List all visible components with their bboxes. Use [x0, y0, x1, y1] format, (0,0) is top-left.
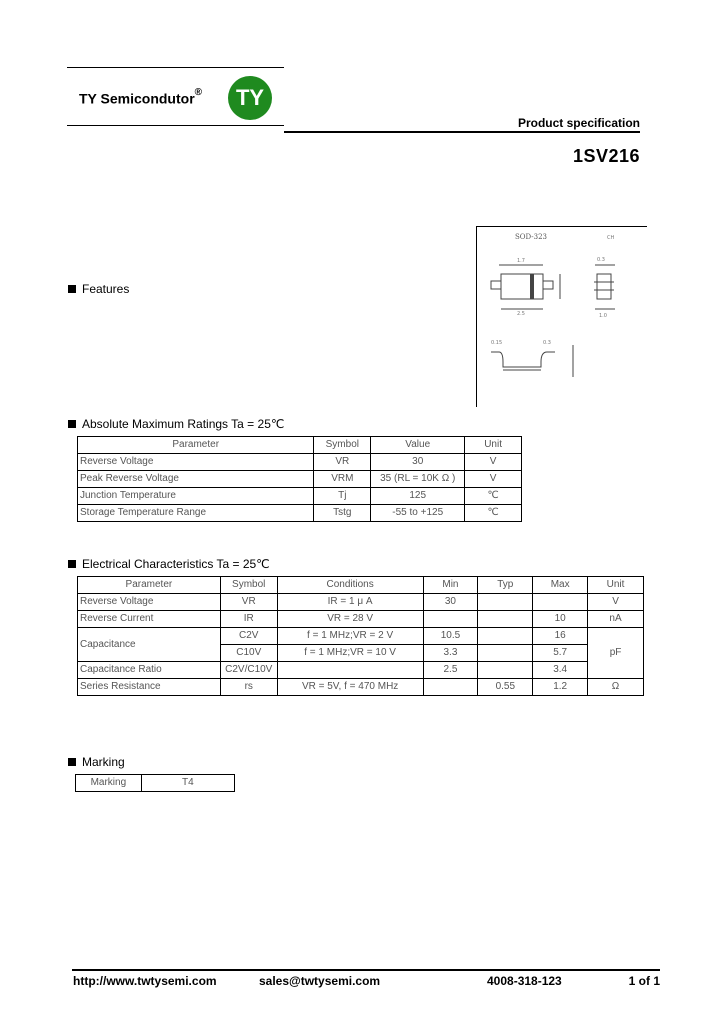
cell-max: 1.2	[533, 679, 588, 696]
svg-text:0.3: 0.3	[597, 257, 605, 263]
cell-max: 3.4	[533, 662, 588, 679]
table-row	[76, 775, 235, 792]
cell-symbol: C10V	[220, 645, 277, 662]
package-outline-graphic	[477, 227, 647, 407]
cell-value: 30	[371, 454, 465, 471]
svg-text:1.0: 1.0	[599, 313, 607, 319]
company-name: TY Semicondutor®	[79, 87, 203, 107]
column-header: Parameter	[78, 437, 314, 454]
table-row	[78, 505, 522, 522]
cell-parameter: Junction Temperature	[78, 488, 314, 505]
table-row	[78, 488, 522, 505]
footer-rule	[72, 969, 660, 971]
cell-conditions: IR = 1 μ A	[277, 594, 423, 611]
cell-parameter: Reverse Voltage	[78, 454, 314, 471]
elec-char-table	[77, 576, 644, 696]
cell-symbol: Tstg	[314, 505, 371, 522]
cell-min	[423, 679, 478, 696]
cell-symbol: IR	[220, 611, 277, 628]
cell-conditions: f = 1 MHz;VR = 10 V	[277, 645, 423, 662]
cell-conditions: f = 1 MHz;VR = 2 V	[277, 628, 423, 645]
table-header-row	[78, 437, 522, 454]
table-row	[78, 611, 644, 628]
svg-text:0.3: 0.3	[543, 340, 551, 346]
cell-parameter: Peak Reverse Voltage	[78, 471, 314, 488]
cell-unit: ℃	[465, 488, 522, 505]
header-top-rule	[67, 67, 284, 68]
column-header: Conditions	[277, 577, 423, 594]
bullet-square-icon	[68, 420, 76, 428]
cell-min: 2.5	[423, 662, 478, 679]
cell-typ	[478, 645, 533, 662]
cell-min: 3.3	[423, 645, 478, 662]
footer-phone: 4008-318-123	[487, 974, 562, 988]
table-row	[78, 662, 644, 679]
cell-unit: V	[588, 594, 644, 611]
features-heading: Features	[68, 282, 129, 296]
cell-min: 30	[423, 594, 478, 611]
header-main-rule	[284, 131, 640, 133]
cell-symbol: VR	[220, 594, 277, 611]
cell-max: 16	[533, 628, 588, 645]
cell-unit: pF	[588, 628, 644, 679]
cell-max	[533, 594, 588, 611]
table-row	[78, 471, 522, 488]
cell-symbol: C2V/C10V	[220, 662, 277, 679]
marking-table	[75, 774, 235, 792]
footer-email-link[interactable]: sales@twtysemi.com	[259, 974, 381, 988]
footer-website-link[interactable]: http://www.twtysemi.com	[73, 974, 217, 988]
table-header-row	[78, 577, 644, 594]
cell-unit: Ω	[588, 679, 644, 696]
part-number: 1SV216	[572, 146, 640, 166]
marking-label: Marking	[76, 775, 142, 792]
column-header: Min	[423, 577, 478, 594]
cell-typ: 0.55	[478, 679, 533, 696]
spec-label: Product specification	[517, 116, 640, 130]
cell-symbol: Tj	[314, 488, 371, 505]
column-header: Typ	[478, 577, 533, 594]
table-row	[78, 628, 644, 645]
cell-conditions	[277, 662, 423, 679]
cell-value: 125	[371, 488, 465, 505]
column-header: Unit	[465, 437, 522, 454]
bullet-square-icon	[68, 758, 76, 766]
cell-parameter: Capacitance	[78, 628, 221, 662]
column-header: Value	[371, 437, 465, 454]
cell-parameter: Series Resistance	[78, 679, 221, 696]
abs-max-table	[77, 436, 522, 522]
table-row	[78, 594, 644, 611]
svg-text:0.15: 0.15	[491, 340, 503, 346]
cell-unit: nA	[588, 611, 644, 628]
cell-typ	[478, 594, 533, 611]
cell-value: 35 (RL = 10K Ω )	[371, 471, 465, 488]
cell-parameter: Capacitance Ratio	[78, 662, 221, 679]
cell-symbol: C2V	[220, 628, 277, 645]
marking-value: T4	[141, 775, 234, 792]
column-header: Symbol	[220, 577, 277, 594]
cell-typ	[478, 662, 533, 679]
cell-conditions: VR = 5V, f = 470 MHz	[277, 679, 423, 696]
cell-symbol: VRM	[314, 471, 371, 488]
elec-char-heading: Electrical Characteristics Ta = 25℃	[68, 557, 270, 571]
cell-unit: ℃	[465, 505, 522, 522]
cell-min: 10.5	[423, 628, 478, 645]
cell-symbol: rs	[220, 679, 277, 696]
abs-max-heading: Absolute Maximum Ratings Ta = 25℃	[68, 417, 284, 431]
table-row	[78, 454, 522, 471]
package-drawing	[476, 226, 647, 407]
column-header: Max	[533, 577, 588, 594]
svg-text:CH: CH	[607, 235, 615, 241]
bullet-square-icon	[68, 285, 76, 293]
cell-min	[423, 611, 478, 628]
header-short-rule	[67, 125, 284, 126]
package-label: SOD-323	[515, 233, 548, 241]
cell-typ	[478, 611, 533, 628]
cell-symbol: VR	[314, 454, 371, 471]
cell-parameter: Reverse Voltage	[78, 594, 221, 611]
cell-parameter: Storage Temperature Range	[78, 505, 314, 522]
cell-typ	[478, 628, 533, 645]
cell-unit: V	[465, 471, 522, 488]
cell-parameter: Reverse Current	[78, 611, 221, 628]
column-header: Unit	[588, 577, 644, 594]
cell-max: 10	[533, 611, 588, 628]
cell-value: -55 to +125	[371, 505, 465, 522]
marking-heading: Marking	[68, 755, 125, 769]
cell-unit: V	[465, 454, 522, 471]
footer-page-number: 1 of 1	[628, 974, 660, 988]
company-logo: TY	[228, 76, 272, 120]
svg-text:2.5: 2.5	[517, 311, 525, 317]
table-row	[78, 679, 644, 696]
column-header: Symbol	[314, 437, 371, 454]
cell-max: 5.7	[533, 645, 588, 662]
bullet-square-icon	[68, 560, 76, 568]
svg-text:1.7: 1.7	[517, 258, 525, 264]
cell-conditions: VR = 28 V	[277, 611, 423, 628]
column-header: Parameter	[78, 577, 221, 594]
